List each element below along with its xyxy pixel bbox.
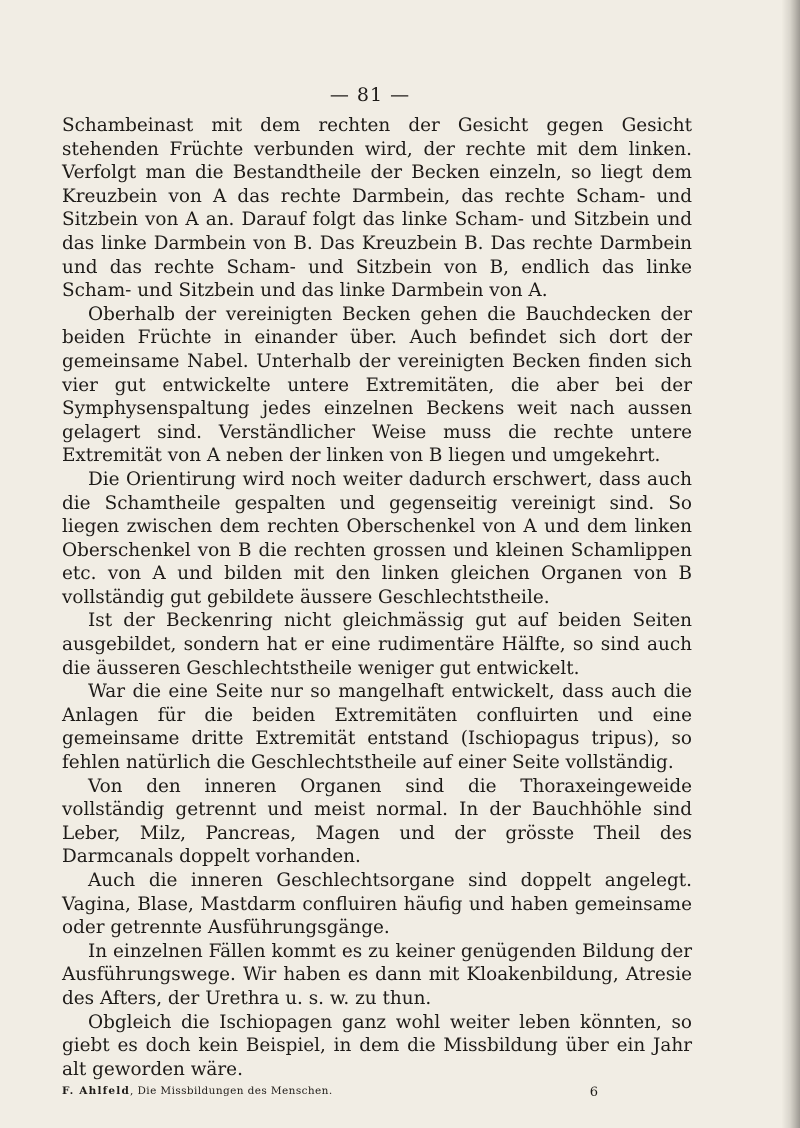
body-text	[62, 114, 692, 1081]
footer-row	[62, 1085, 692, 1105]
paragraph-7: Auch die inneren Geschlechtsorgane sind doppelt angelegt. Vagina, Blase, Mastdarm confluiren häufig und haben gemeinsame oder getrennte Ausführungsgänge.	[62, 870, 692, 939]
paragraph-1: Schambeinast mit dem rechten der Gesicht gegen Gesicht stehenden Früchte verbunden wird, der rechte mit dem linken. Verfolgt man die Bestandtheile der Becken einzeln, so liegt dem Kreuzbein von A das rechte Darmbein, das rechte Scham- und Sitzbein von A an. Darauf folgt das linke Scham- und Sitzbein und das linke Darmbein von B. Das Kreuzbein B. Das rechte Darmbein und das rechte Scham- und Sitzbein von B, endlich das linke Scham- und Sitzbein und das linke Darmbein von A.	[62, 115, 692, 302]
signature-mark: 6	[589, 1085, 598, 1100]
paragraph-6: Von den inneren Organen sind die Thoraxeingeweide vollständig getrennt und meist normal. In der Bauchhöhle sind Leber, Milz, Pancreas, Magen und der grösste Theil des Darmcanals doppelt vorhanden.	[62, 775, 692, 868]
footer-title: , Die Missbildungen des Menschen.	[130, 1085, 333, 1097]
page-number: — 81 —	[329, 84, 411, 106]
paragraph-8: In einzelnen Fällen kommt es zu keiner genügenden Bildung der Ausführungswege. Wir haben es dann mit Kloakenbildung, Atresie des Afters, der Urethra u. s. w. zu thun.	[62, 940, 692, 1009]
paragraph-2: Oberhalb der vereinigten Becken gehen die Bauchdecken der beiden Früchte in einander über. Auch befindet sich dort der gemeinsame Nabel. Unterhalb der vereinigten Becken finden sich vier gut entwickelte untere Extremitäten, die aber bei der Symphysenspaltung jedes einzelnen Beckens weit nach aussen gelagert sind. Verständlicher Weise muss die rechte untere Extremität von A neben der linken von B liegen und umgekehrt.	[62, 303, 692, 467]
page-edge	[782, 0, 800, 1128]
paragraph-9: Obgleich die Ischiopagen ganz wohl weiter leben könnten, so giebt es doch kein Beispiel, in dem die Missbildung über ein Jahr alt geworden wäre.	[62, 1011, 692, 1080]
paragraph-4: Ist der Beckenring nicht gleichmässig gut auf beiden Seiten ausgebildet, sondern hat er eine rudimentäre Hälfte, so sind auch die äusseren Geschlechtstheile weniger gut entwickelt.	[62, 610, 692, 679]
footer-author: F. Ahlfeld	[62, 1085, 131, 1097]
paragraph-5: War die eine Seite nur so mangelhaft entwickelt, dass auch die Anlagen für die beiden Extremitäten confluirten und eine gemeinsame dritte Extremität entstand (Ischiopagus tripus), so fehlen natürlich die Geschlechtstheile auf einer Seite vollständig.	[62, 681, 692, 774]
footer-note	[62, 1085, 333, 1097]
paragraph-3: Die Orientirung wird noch weiter dadurch erschwert, dass auch die Schamtheile gespalten und gegenseitig vereinigt sind. So liegen zwischen dem rechten Oberschenkel von A und dem linken Oberschenkel von B die rechten grossen und kleinen Schamlippen etc. von A und bilden mit den linken gleichen Organen von B vollständig gut gebildete äussere Geschlechtstheile.	[62, 468, 692, 608]
